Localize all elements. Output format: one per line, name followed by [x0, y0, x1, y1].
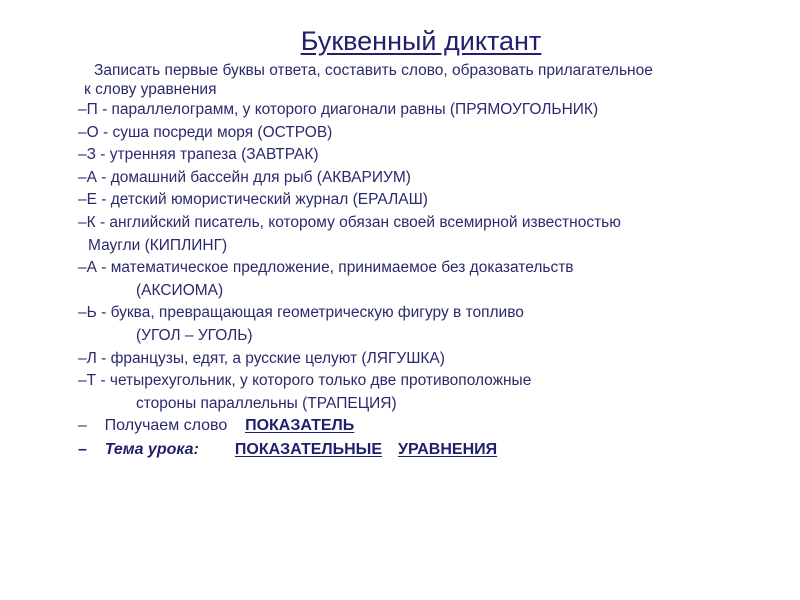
- topic-dash: –: [78, 441, 105, 459]
- topic-label: Тема урока:: [104, 441, 199, 459]
- list-item-continuation: Маугли (КИПЛИНГ): [88, 236, 228, 254]
- list-item: –П - параллелограмм, у которого диагонали равны (ПРЯМОУГОЛЬНИК): [78, 101, 599, 118]
- slide-title: Буквенный диктант: [300, 26, 542, 56]
- list-item-answer: стороны параллельны (ТРАПЕЦИЯ): [136, 394, 397, 412]
- list-item: –О - суша посреди моря (ОСТРОВ): [78, 123, 333, 141]
- list-item: –К - английский писатель, которому обязан своей всемирной известностью: [78, 213, 621, 231]
- list-item-answer: (АКСИОМА): [136, 281, 224, 299]
- result-line: [78, 415, 778, 439]
- instructions-line-1: Записать первые буквы ответа, составить слово, образовать прилагательное: [94, 62, 653, 79]
- instructions: [84, 61, 754, 99]
- topic-word-2: УРАВНЕНИЯ: [398, 441, 498, 459]
- instructions-line-2: к слову уравнения: [84, 81, 217, 98]
- list-item: –З - утренняя трапеза (ЗАВТРАК): [78, 146, 319, 164]
- list-item: –Л - французы, едят, а русские целуют (ЛЯГУШКА): [78, 349, 445, 367]
- list-item: –Т - четырехугольник, у которого только две противоположные: [78, 372, 532, 390]
- result-prefix: – Получаем слово: [78, 417, 246, 435]
- list-item: –Е - детский юмористический журнал (ЕРАЛАШ): [78, 191, 428, 209]
- list-item: –А - домашний бассейн для рыб (АКВАРИУМ): [78, 168, 411, 186]
- result-word: ПОКАЗАТЕЛЬ: [245, 417, 355, 435]
- topic-word-1: ПОКАЗАТЕЛЬНЫЕ: [234, 441, 383, 459]
- dictation-list: [78, 99, 778, 461]
- list-item: –Ь - буква, превращающая геометрическую фигуру в топливо: [78, 304, 524, 322]
- lesson-topic: [78, 439, 778, 461]
- list-item: –А - математическое предложение, принимаемое без доказательств: [78, 259, 574, 277]
- list-item-answer: (УГОЛ – УГОЛЬ): [136, 326, 253, 344]
